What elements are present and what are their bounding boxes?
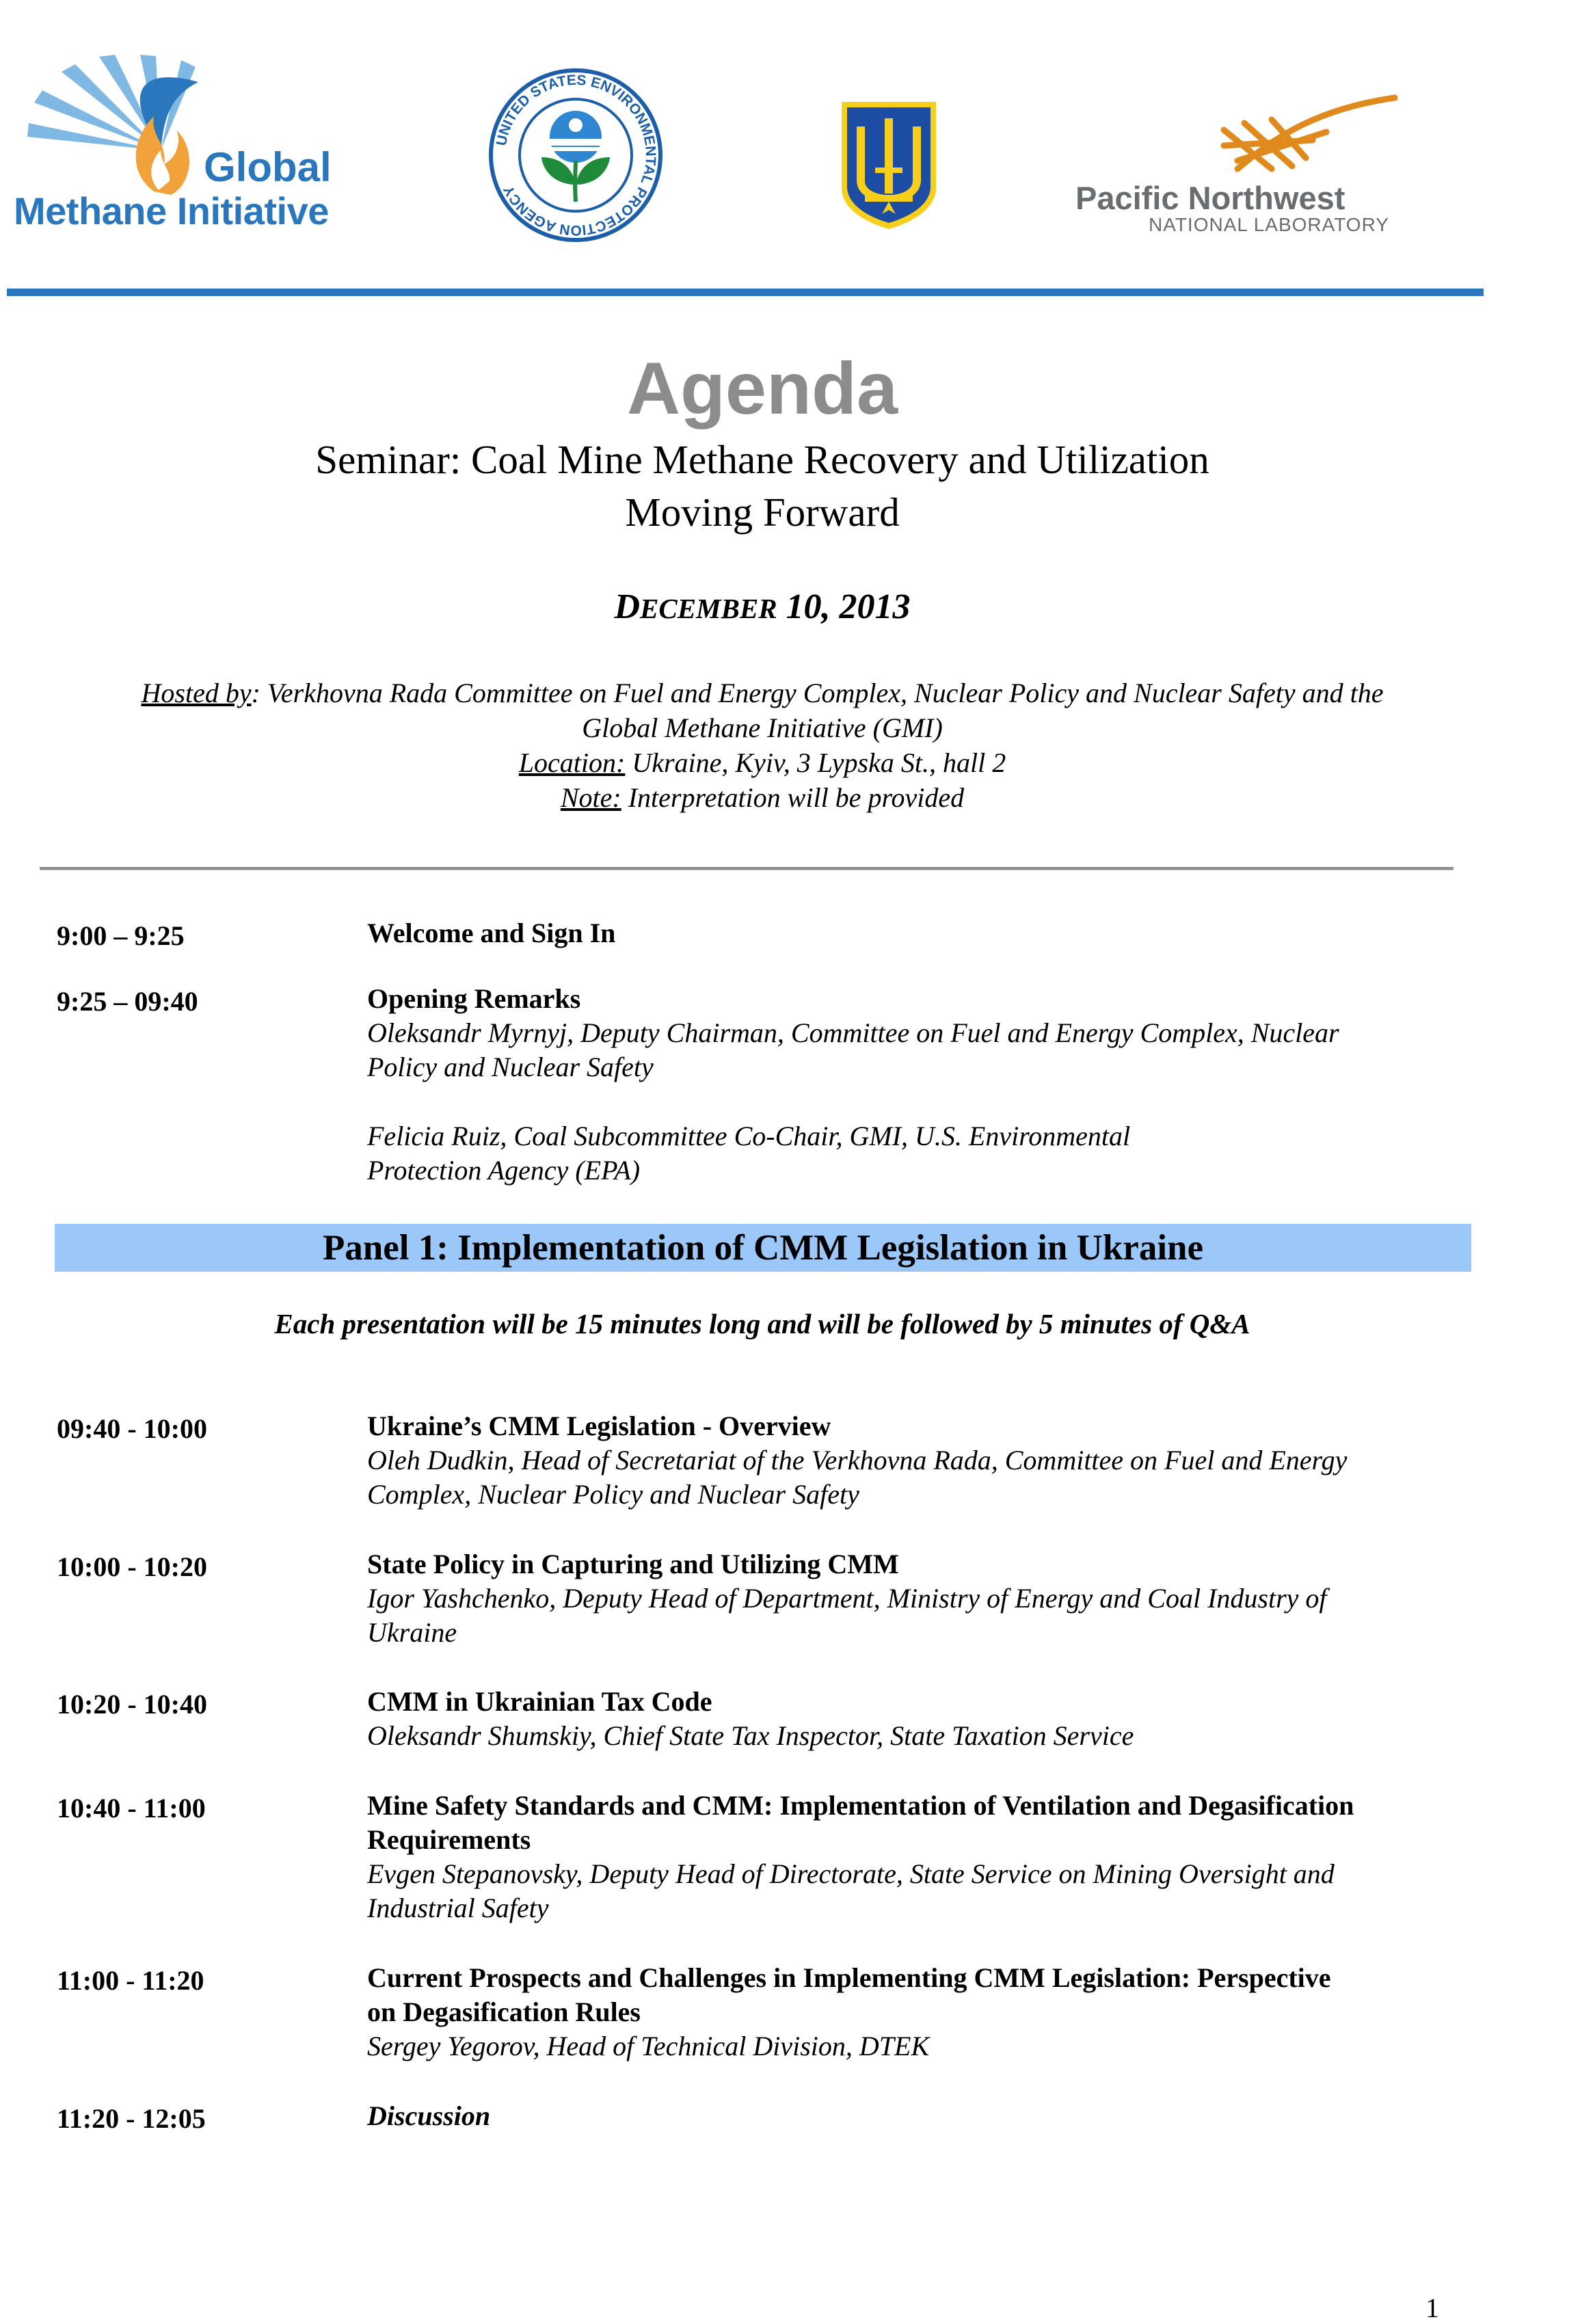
schedule-title-cont: on Degasification Rules [367,1996,641,2027]
section-divider [40,867,1454,870]
seminar-subtitle: Moving Forward [625,490,900,535]
page-number: 1 [1425,2293,1439,2323]
schedule-item [367,2099,1461,2133]
hosted-by-label: Hosted by [141,678,252,708]
schedule-time: 09:40 - 10:00 [57,1413,207,1444]
date-rest: 10, 2013 [777,587,911,626]
gmi-logo-text [14,144,332,232]
speaker-line: Oleh Dudkin, Head of Secretariat of the Verkhovna Rada, Committee on Fuel and Energy [367,1445,1348,1475]
schedule-title: Mine Safety Standards and CMM: Implementation of Ventilation and Degasification [367,1790,1354,1821]
speaker-line: Evgen Stepanovsky, Deputy Head of Directorate, State Service on Mining Oversight and [367,1858,1335,1889]
schedule-title: Ukraine’s CMM Legislation - Overview [367,1411,831,1441]
pnnl-logo-line2: NATIONAL LABORATORY [1149,214,1389,235]
schedule-item [367,1685,1461,1753]
schedule-item [367,1961,1461,2063]
schedule-title-cont: Requirements [367,1824,531,1855]
pnnl-mark-icon [1067,92,1415,181]
epa-ring-text: UNITED STATES ENVIRONMENTAL PROTECTION AGENCY [493,72,659,239]
speaker-line: Industrial Safety [367,1893,549,1923]
speaker-line: Felicia Ruiz, Coal Subcommittee Co-Chair, GMI, U.S. Environmental [367,1121,1131,1151]
event-date [0,587,1525,627]
seminar-title: Seminar: Coal Mine Methane Recovery and Utilization [315,437,1209,482]
speaker-line: Oleksandr Myrnyj, Deputy Chairman, Committee on Fuel and Energy Complex, Nuclear [367,1017,1339,1048]
date-month-caps: ECEMBER [640,593,777,624]
schedule-time: 10:20 - 10:40 [57,1689,207,1720]
schedule-title: Current Prospects and Challenges in Implementing CMM Legislation: Perspective [367,1962,1331,1993]
schedule-time: 10:40 - 11:00 [57,1793,206,1824]
schedule-item [367,982,1461,1188]
schedule-time: 9:00 – 9:25 [57,920,185,951]
pnnl-logo-line1: Pacific Northwest [1075,180,1346,216]
location-line [0,747,1525,779]
schedule-title: Welcome and Sign In [367,918,616,948]
schedule-title: State Policy in Capturing and Utilizing CMM [367,1549,899,1579]
trident-coat-of-arms-icon [838,99,940,230]
agenda-title: Agenda [626,347,898,429]
schedule-title: Opening Remarks [367,983,581,1014]
speaker-line: Igor Yashchenko, Deputy Head of Department, Ministry of Energy and Coal Industry of [367,1583,1327,1614]
header-divider [7,289,1484,296]
epa-seal-icon [487,65,665,246]
speaker-line: Ukraine [367,1617,457,1648]
schedule-title: CMM in Ukrainian Tax Code [367,1686,712,1717]
schedule-item [367,1547,1461,1650]
hosted-by-line-2: Global Methane Initiative (GMI) [582,712,943,743]
epa-seal-logo [487,65,665,246]
date-initial: D [614,587,640,626]
gmi-logo-line1: Global [204,144,332,190]
note-label: Note: [560,782,621,813]
gmi-logo-line2: Methane Initiative [14,189,329,232]
hosted-by-text: : Verkhovna Rada Committee on Fuel and Energy Complex, Nuclear Policy and Nuclear Safety and the [251,678,1384,708]
panel-title: Panel 1: Implementation of CMM Legislation in Ukraine [322,1228,1204,1268]
schedule-item [367,1789,1461,1925]
schedule-time: 11:00 - 11:20 [57,1965,204,1996]
speaker-line: Oleksandr Shumskiy, Chief State Tax Inspector, State Taxation Service [367,1720,1134,1751]
schedule-time: 10:00 - 10:20 [57,1551,207,1582]
speaker-line: Policy and Nuclear Safety [367,1052,654,1082]
speaker-line: Protection Agency (EPA) [367,1155,641,1186]
schedule-item [367,1409,1461,1512]
schedule-time: 9:25 – 09:40 [57,986,198,1017]
speaker-line: Sergey Yegorov, Head of Technical Division, DTEK [367,2031,930,2061]
hosted-by-line [0,677,1525,709]
schedule-time: 11:20 - 12:05 [57,2103,206,2134]
location-label: Location: [518,747,626,778]
note-text: Interpretation will be provided [621,782,965,813]
schedule-item [367,916,1461,950]
ukraine-coat-of-arms [838,99,940,230]
location-text: Ukraine, Kyiv, 3 Lypska St., hall 2 [625,747,1006,778]
speaker-line: Complex, Nuclear Policy and Nuclear Safety [367,1479,859,1510]
note-line [0,782,1525,814]
schedule-title: Discussion [367,2100,491,2131]
panel-note: Each presentation will be 15 minutes long and will be followed by 5 minutes of Q&A [274,1308,1250,1339]
